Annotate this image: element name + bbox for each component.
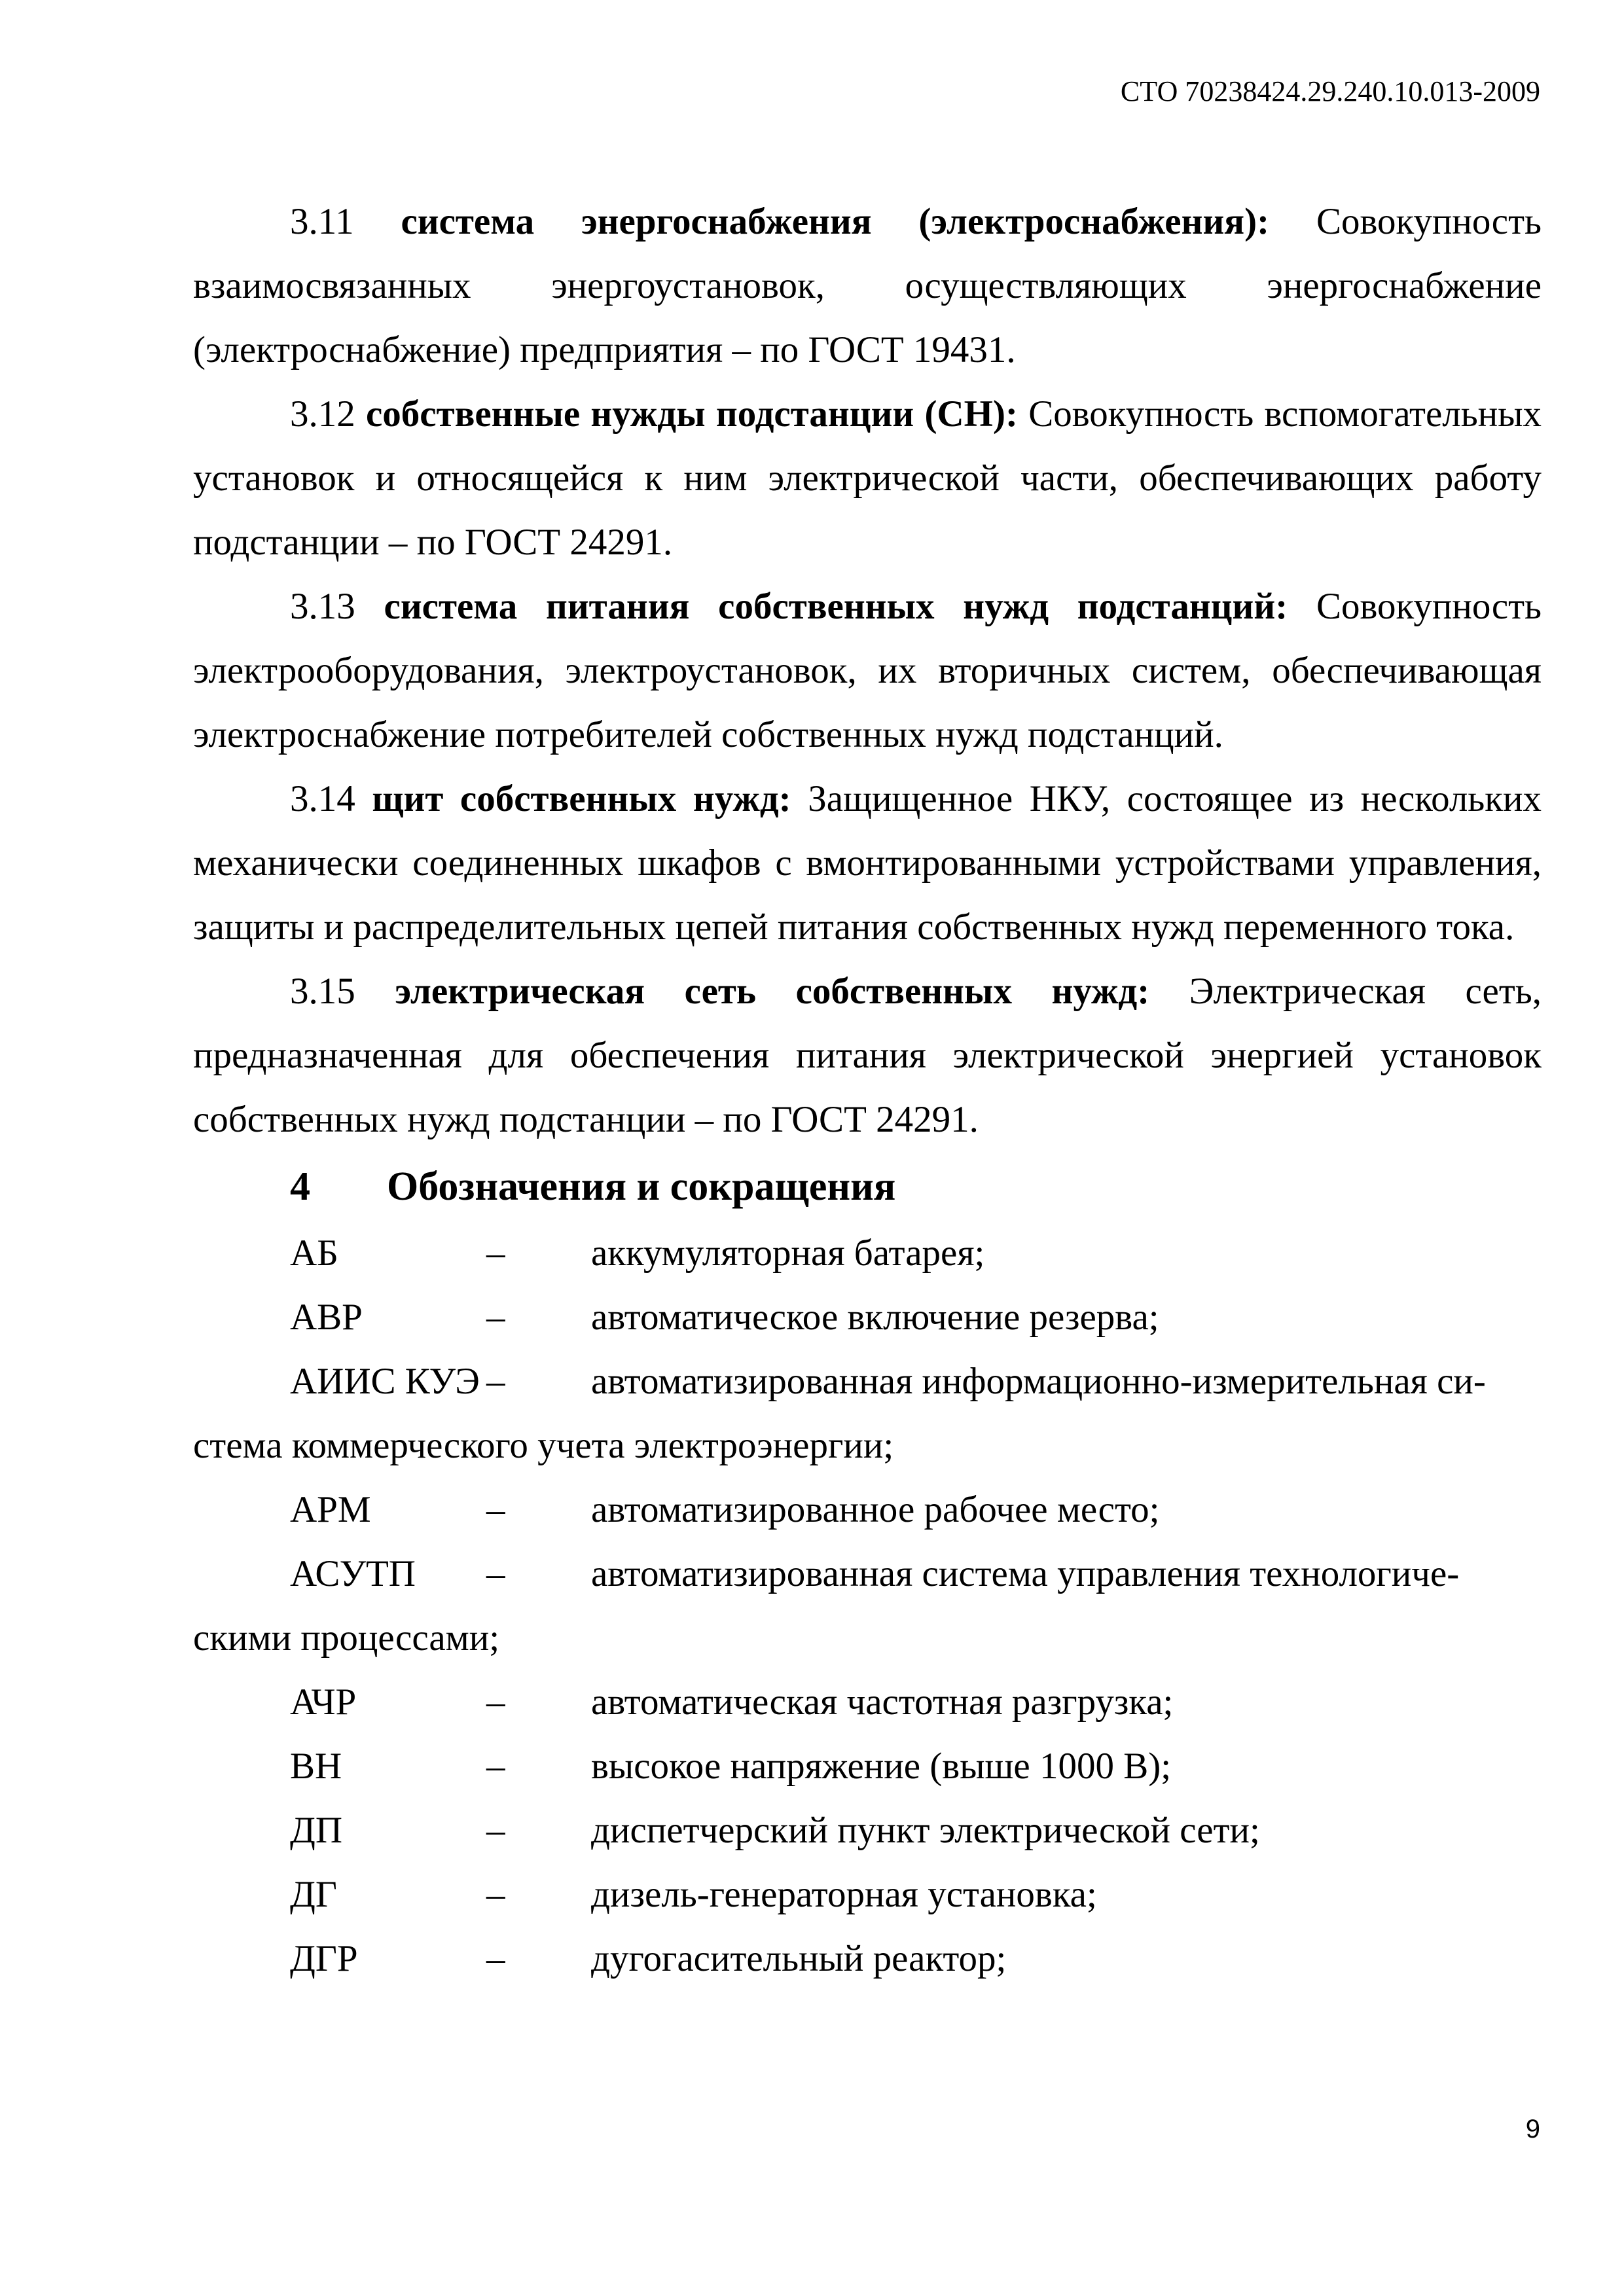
definition-3-15 <box>193 960 1542 1152</box>
abbreviation-item <box>193 1799 1542 1863</box>
abbreviation-item <box>193 1734 1542 1799</box>
definition-term: система питания собственных нужд подстанций: <box>384 586 1288 627</box>
abbreviation-term: АВР <box>290 1297 363 1338</box>
abbreviation-item <box>193 1221 1542 1285</box>
abbreviation-definition: аккумуляторная батарея; <box>591 1232 985 1274</box>
document-code: СТО 70238424.29.240.10.013-2009 <box>1120 75 1540 107</box>
abbreviation-item <box>193 1542 1542 1606</box>
definition-number: 3.15 <box>290 971 355 1012</box>
abbreviation-definition: дугогасительный реактор; <box>591 1938 1007 1979</box>
abbreviation-item <box>193 1670 1542 1734</box>
definition-3-14 <box>193 767 1542 960</box>
abbreviation-dash: – <box>486 1361 505 1402</box>
definition-number: 3.14 <box>290 778 355 819</box>
abbreviation-item <box>193 1863 1542 1927</box>
abbreviation-dash: – <box>486 1232 505 1274</box>
abbreviation-definition: автоматизированное рабочее место; <box>591 1489 1160 1530</box>
definition-3-11 <box>193 190 1542 382</box>
abbreviation-continuation: стема коммерческого учета электроэнергии; <box>193 1425 894 1466</box>
section-number: 4 <box>290 1164 310 1209</box>
abbreviation-definition: автоматическая частотная разгрузка; <box>591 1681 1174 1723</box>
abbreviation-term: АИИС КУЭ <box>290 1361 480 1402</box>
abbreviation-term: АРМ <box>290 1489 371 1530</box>
abbreviation-continuation: скими процессами; <box>193 1617 500 1659</box>
definition-number: 3.12 <box>290 393 355 435</box>
abbreviation-dash: – <box>486 1938 505 1979</box>
abbreviation-dash: – <box>486 1746 505 1787</box>
abbreviation-dash: – <box>486 1810 505 1851</box>
abbreviation-definition: высокое напряжение (выше 1000 В); <box>591 1746 1172 1787</box>
abbreviation-item <box>193 1285 1542 1350</box>
abbreviation-term: ВН <box>290 1746 342 1787</box>
abbreviation-term: ДГР <box>290 1938 358 1979</box>
definition-text: Электрическая сеть, предназначенная для обеспечения питания электрической энергией установок собственных нужд подстанции – по ГОСТ 24291. <box>193 971 1542 1140</box>
definition-term: собственные нужды подстанции (СН): <box>365 393 1018 435</box>
section-heading <box>193 1152 1542 1221</box>
definition-text: Совокупность электрооборудования, электроустановок, их вторичных систем, обеспечивающая электроснабжение потребителей собственных нужд подстанций. <box>193 586 1542 755</box>
abbreviation-term: АСУТП <box>290 1553 416 1594</box>
abbreviation-term: АЧР <box>290 1681 357 1723</box>
abbreviation-dash: – <box>486 1874 505 1915</box>
definition-3-13 <box>193 575 1542 767</box>
abbreviation-dash: – <box>486 1553 505 1594</box>
abbreviation-dash: – <box>486 1681 505 1723</box>
page-number: 9 <box>1525 2115 1540 2144</box>
definition-term: щит собственных нужд: <box>372 778 791 819</box>
abbreviation-dash: – <box>486 1297 505 1338</box>
abbreviation-dash: – <box>486 1489 505 1530</box>
abbreviation-term: ДГ <box>290 1874 337 1915</box>
abbreviation-definition: автоматизированная система управления технологиче- <box>591 1553 1460 1594</box>
section-title: Обозначения и сокращения <box>387 1164 896 1209</box>
abbreviation-term: ДП <box>290 1810 343 1851</box>
definition-text: Совокупность вспомогательных установок и относящейся к ним электрической части, обеспечивающих работу подстанции – по ГОСТ 24291. <box>193 393 1542 563</box>
abbreviation-definition: автоматизированная информационно-измерительная си- <box>591 1361 1486 1402</box>
definition-text: Совокупность взаимосвязанных энергоустановок, осуществляющих энергоснабжение (электроснабжение) предприятия – по ГОСТ 19431. <box>193 201 1542 370</box>
definition-number: 3.11 <box>290 201 354 242</box>
definition-term: система энергоснабжения (электроснабжения): <box>401 201 1270 242</box>
abbreviation-item <box>193 1350 1542 1414</box>
abbreviation-term: АБ <box>290 1232 338 1274</box>
definition-text: Защищенное НКУ, состоящее из нескольких механически соединенных шкафов с вмонтированными устройствами управления, защиты и распределительных цепей питания собственных нужд переменного тока. <box>193 778 1542 948</box>
abbreviation-item <box>193 1927 1542 1991</box>
abbreviation-definition: диспетчерский пункт электрической сети; <box>591 1810 1260 1851</box>
definition-number: 3.13 <box>290 586 355 627</box>
definition-3-12 <box>193 382 1542 575</box>
page-content <box>193 190 1542 1991</box>
abbreviation-list <box>193 1221 1542 1991</box>
definition-term: электрическая сеть собственных нужд: <box>395 971 1150 1012</box>
abbreviation-definition: дизель-генераторная установка; <box>591 1874 1097 1915</box>
abbreviation-item <box>193 1478 1542 1542</box>
abbreviation-definition: автоматическое включение резерва; <box>591 1297 1159 1338</box>
